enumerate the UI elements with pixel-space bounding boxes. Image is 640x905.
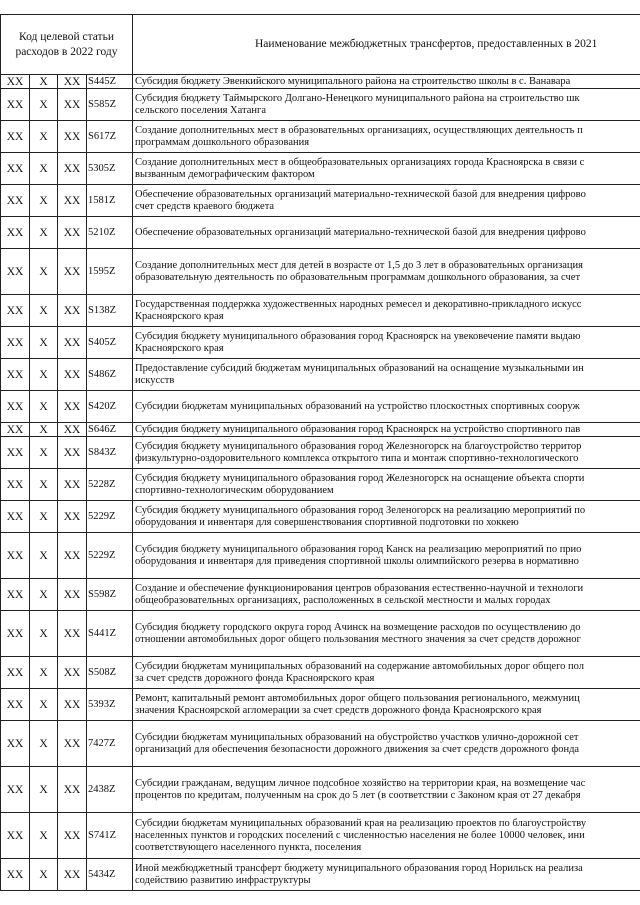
program-code-cell: XX <box>58 813 87 859</box>
target-code-cell: S741Z <box>87 813 133 859</box>
transfer-name-line: значения Красноярской агломерации за счет средств дорожного фонда Красноярского края <box>135 704 542 716</box>
table-row <box>1 657 640 689</box>
section-code-cell: XX <box>1 813 30 859</box>
section-code-cell: XX <box>1 469 30 501</box>
program-code-cell: XX <box>58 469 87 501</box>
subsection-code-cell: X <box>30 813 58 859</box>
section-code-cell: XX <box>1 859 30 891</box>
transfer-name-line: Ремонт, капитальный ремонт автомобильных дорог общего пользования регионального, межмуниц <box>135 692 580 704</box>
section-code-cell: XX <box>1 721 30 767</box>
section-code-cell: XX <box>1 153 30 185</box>
target-code-cell: 5229Z <box>87 533 133 579</box>
table-row <box>1 859 640 891</box>
section-code-cell: XX <box>1 423 30 437</box>
section-code-cell: XX <box>1 295 30 327</box>
transfer-name-cell <box>133 767 640 813</box>
transfer-name-line: Субсидия бюджету Таймырского Долгано-Ненецкого муниципального района на строительство шк <box>135 92 580 104</box>
program-code-cell: XX <box>58 579 87 611</box>
table-row <box>1 75 640 89</box>
transfer-name-line: Субсидии гражданам, ведущим личное подсобное хозяйство на территории края, на возмещение час <box>135 777 586 789</box>
transfer-name-cell <box>133 185 640 217</box>
target-code-cell: S405Z <box>87 327 133 359</box>
transfer-name-line: процентов по кредитам, полученным на срок до 5 лет (в соответствии с Законом края от 27 декабря <box>135 789 581 801</box>
transfer-name-cell <box>133 249 640 295</box>
target-code-cell: 5228Z <box>87 469 133 501</box>
transfer-name-line: Субсидия бюджету муниципального образования город Зеленогорск на реализацию мероприятий по <box>135 504 586 516</box>
subsection-code-cell: X <box>30 185 58 217</box>
transfer-name-line: вызванным демографическим фактором <box>135 168 315 180</box>
target-code-cell: S646Z <box>87 423 133 437</box>
subsection-code-cell: X <box>30 611 58 657</box>
table-row <box>1 721 640 767</box>
subsection-code-cell: X <box>30 295 58 327</box>
transfer-name-cell <box>133 533 640 579</box>
table-row <box>1 813 640 859</box>
transfer-name-line: спортивно-технологическим оборудованием <box>135 484 334 496</box>
section-code-cell: XX <box>1 579 30 611</box>
transfer-name-line: оборудования и инвентаря для совершенствования спортивной подготовки по хоккею <box>135 516 519 528</box>
program-code-cell: XX <box>58 89 87 121</box>
program-code-cell: XX <box>58 153 87 185</box>
table-row <box>1 767 640 813</box>
table-row <box>1 423 640 437</box>
transfer-name-cell <box>133 89 640 121</box>
transfer-name-line: Создание и обеспечение функционирования центров образования естественно-научной и технологи <box>135 582 584 594</box>
subsection-code-cell: X <box>30 579 58 611</box>
transfer-name-line: Субсидия бюджету городского округа город Ачинск на возмещение расходов по осуществлению до <box>135 621 581 633</box>
transfer-name-line: оборудования и инвентаря для приведения спортивной школы олимпийского резерва в нормативно <box>135 555 579 567</box>
target-code-cell: 5305Z <box>87 153 133 185</box>
transfer-name-line: Государственная поддержка художественных народных ремесел и декоративно-прикладного искусс <box>135 298 582 310</box>
section-code-cell: XX <box>1 359 30 391</box>
transfer-name-line: отношении автомобильных дорог общего пользования местного значения за счет средств дорожног <box>135 633 581 645</box>
transfer-name-cell <box>133 327 640 359</box>
program-code-cell: XX <box>58 657 87 689</box>
program-code-cell: XX <box>58 767 87 813</box>
transfer-name-cell <box>133 721 640 767</box>
subsection-code-cell: X <box>30 327 58 359</box>
transfer-name-line: Обеспечение образовательных организаций материально-технической базой для внедрения цифрово <box>135 226 586 238</box>
transfer-name-cell <box>133 859 640 891</box>
target-code-cell: S617Z <box>87 121 133 153</box>
target-code-cell: S508Z <box>87 657 133 689</box>
transfer-name-line: Субсидия бюджету муниципального образования город Железногорск на благоустройство территор <box>135 440 582 452</box>
subsection-code-cell: X <box>30 437 58 469</box>
subsection-code-cell: X <box>30 721 58 767</box>
transfer-name-line: физкультурно-оздоровительного комплекса открытого типа и монтаж спортивно-технологического <box>135 452 579 464</box>
transfer-name-line: организаций для обеспечения безопасности дорожного движения за счет средств дорожного фонда <box>135 743 580 755</box>
transfer-name-cell <box>133 295 640 327</box>
table-row <box>1 611 640 657</box>
transfer-name-cell <box>133 217 640 249</box>
transfer-name-line: Создание дополнительных мест в общеобразовательных организациях города Красноярска в связи с <box>135 156 585 168</box>
transfer-name-cell <box>133 611 640 657</box>
program-code-cell: XX <box>58 423 87 437</box>
subsection-code-cell: X <box>30 767 58 813</box>
target-code-cell: S598Z <box>87 579 133 611</box>
table-row <box>1 501 640 533</box>
name-column-header: Наименование межбюджетных трансфертов, предоставленных в 2021 <box>133 15 640 75</box>
transfer-name-line: Субсидии бюджетам муниципальных образований на содержание автомобильных дорог общего пол <box>135 660 584 672</box>
target-code-cell: 5434Z <box>87 859 133 891</box>
transfer-name-line: содействию развитию инфраструктуры <box>135 874 311 886</box>
transfer-name-line: Красноярского края <box>135 342 224 354</box>
table-row <box>1 533 640 579</box>
transfer-name-cell <box>133 579 640 611</box>
target-code-cell: S441Z <box>87 611 133 657</box>
transfer-name-line: образовательную деятельность по образовательным программам дошкольного образования, за счет <box>135 271 581 283</box>
subsection-code-cell: X <box>30 391 58 423</box>
subsection-code-cell: X <box>30 501 58 533</box>
program-code-cell: XX <box>58 75 87 89</box>
target-code-cell: 1595Z <box>87 249 133 295</box>
transfer-name-line: Субсидия бюджету муниципального образования город Красноярск на устройство спортивного пав <box>135 423 581 435</box>
section-code-cell: XX <box>1 611 30 657</box>
program-code-cell: XX <box>58 611 87 657</box>
target-code-cell: S445Z <box>87 75 133 89</box>
transfer-name-line: общеобразовательных организациях, расположенных в сельской местности и малых городах <box>135 594 551 606</box>
program-code-cell: XX <box>58 689 87 721</box>
target-code-cell: 5210Z <box>87 217 133 249</box>
table-row <box>1 89 640 121</box>
table-row <box>1 153 640 185</box>
table-row <box>1 327 640 359</box>
transfer-name-line: Субсидия бюджету муниципального образования город Канск на реализацию мероприятий по прио <box>135 543 582 555</box>
section-code-cell: XX <box>1 75 30 89</box>
program-code-cell: XX <box>58 533 87 579</box>
program-code-cell: XX <box>58 391 87 423</box>
transfer-name-cell <box>133 469 640 501</box>
section-code-cell: XX <box>1 657 30 689</box>
transfer-name-line: Субсидии бюджетам муниципальных образований на обустройство участков улично-дорожной сет <box>135 731 579 743</box>
transfer-name-cell <box>133 813 640 859</box>
table-row <box>1 579 640 611</box>
transfer-name-cell <box>133 689 640 721</box>
header-row <box>1 15 640 75</box>
transfer-name-cell <box>133 437 640 469</box>
subsection-code-cell: X <box>30 75 58 89</box>
program-code-cell: XX <box>58 185 87 217</box>
table-row <box>1 689 640 721</box>
section-code-cell: XX <box>1 327 30 359</box>
program-code-cell: XX <box>58 249 87 295</box>
code-column-header: Код целевой статьи расходов в 2022 году <box>1 15 133 75</box>
subsection-code-cell: X <box>30 89 58 121</box>
table-row <box>1 217 640 249</box>
section-code-cell: XX <box>1 767 30 813</box>
transfer-name-line: Создание дополнительных мест для детей в возрасте от 1,5 до 3 лет в образовательных организация <box>135 259 583 271</box>
section-code-cell: XX <box>1 533 30 579</box>
subsection-code-cell: X <box>30 469 58 501</box>
target-code-cell: S585Z <box>87 89 133 121</box>
table-row <box>1 121 640 153</box>
transfer-name-line: Иной межбюджетный трансферт бюджету муниципального образования город Норильск на реализа <box>135 862 583 874</box>
transfer-name-cell <box>133 153 640 185</box>
transfer-name-line: счет средств краевого бюджета <box>135 200 275 212</box>
section-code-cell: XX <box>1 249 30 295</box>
transfer-name-cell <box>133 121 640 153</box>
transfer-name-line: Субсидия бюджету муниципального образования город Железногорск на оснащение объекта спорти <box>135 472 585 484</box>
transfer-name-cell <box>133 75 640 89</box>
program-code-cell: XX <box>58 859 87 891</box>
target-code-cell: 5229Z <box>87 501 133 533</box>
target-code-cell: 7427Z <box>87 721 133 767</box>
transfer-name-line: за счет средств дорожного фонда Красноярского края <box>135 672 375 684</box>
transfer-name-cell <box>133 501 640 533</box>
table-row <box>1 437 640 469</box>
transfer-name-cell <box>133 423 640 437</box>
transfer-name-line: Создание дополнительных мест в образовательных организациях, осуществляющих деятельность п <box>135 124 583 136</box>
program-code-cell: XX <box>58 359 87 391</box>
subsection-code-cell: X <box>30 217 58 249</box>
transfer-name-cell <box>133 359 640 391</box>
table-row <box>1 469 640 501</box>
transfer-name-cell <box>133 657 640 689</box>
program-code-cell: XX <box>58 295 87 327</box>
section-code-cell: XX <box>1 217 30 249</box>
transfer-name-line: Субсидия бюджету Эвенкийского муниципального района на строительство школы в с. Ванавара <box>135 75 571 87</box>
target-code-cell: 2438Z <box>87 767 133 813</box>
program-code-cell: XX <box>58 437 87 469</box>
table-row <box>1 185 640 217</box>
transfer-name-line: Красноярского края <box>135 310 224 322</box>
section-code-cell: XX <box>1 121 30 153</box>
target-code-cell: S486Z <box>87 359 133 391</box>
target-code-cell: S420Z <box>87 391 133 423</box>
program-code-cell: XX <box>58 121 87 153</box>
transfer-name-line: Субсидии бюджетам муниципальных образований края на реализацию проектов по благоустройству <box>135 817 587 829</box>
transfer-name-line: Субсидии бюджетам муниципальных образований на устройство плоскостных спортивных сооруж <box>135 400 580 412</box>
subsection-code-cell: X <box>30 153 58 185</box>
transfer-name-line: сельского поселения Хатанга <box>135 104 266 116</box>
subsection-code-cell: X <box>30 121 58 153</box>
table-row <box>1 391 640 423</box>
target-code-cell: S138Z <box>87 295 133 327</box>
transfer-name-line: Обеспечение образовательных организаций материально-технической базой для внедрения цифрово <box>135 188 586 200</box>
transfer-name-line: населенных пунктов и городских поселений с численностью населения не более 10000 человек, ини <box>135 829 585 841</box>
target-code-cell: S843Z <box>87 437 133 469</box>
section-code-cell: XX <box>1 437 30 469</box>
program-code-cell: XX <box>58 327 87 359</box>
transfer-name-line: программам дошкольного образования <box>135 136 310 148</box>
subsection-code-cell: X <box>30 859 58 891</box>
transfer-name-line: искусств <box>135 374 175 386</box>
transfers-table <box>0 14 640 891</box>
target-code-cell: 5393Z <box>87 689 133 721</box>
transfer-name-line: соответствующего населенного пункта, поселения <box>135 841 362 853</box>
transfer-name-cell <box>133 391 640 423</box>
subsection-code-cell: X <box>30 533 58 579</box>
subsection-code-cell: X <box>30 249 58 295</box>
section-code-cell: XX <box>1 501 30 533</box>
target-code-cell: 1581Z <box>87 185 133 217</box>
table-row <box>1 295 640 327</box>
program-code-cell: XX <box>58 501 87 533</box>
program-code-cell: XX <box>58 217 87 249</box>
transfer-name-line: Субсидия бюджету муниципального образования город Красноярск на увековечение памяти выдаю <box>135 330 581 342</box>
subsection-code-cell: X <box>30 657 58 689</box>
program-code-cell: XX <box>58 721 87 767</box>
section-code-cell: XX <box>1 689 30 721</box>
subsection-code-cell: X <box>30 359 58 391</box>
table-row <box>1 249 640 295</box>
subsection-code-cell: X <box>30 689 58 721</box>
section-code-cell: XX <box>1 185 30 217</box>
section-code-cell: XX <box>1 89 30 121</box>
table-row <box>1 359 640 391</box>
section-code-cell: XX <box>1 391 30 423</box>
subsection-code-cell: X <box>30 423 58 437</box>
transfer-name-line: Предоставление субсидий бюджетам муниципальных образований на оснащение музыкальными ин <box>135 362 584 374</box>
